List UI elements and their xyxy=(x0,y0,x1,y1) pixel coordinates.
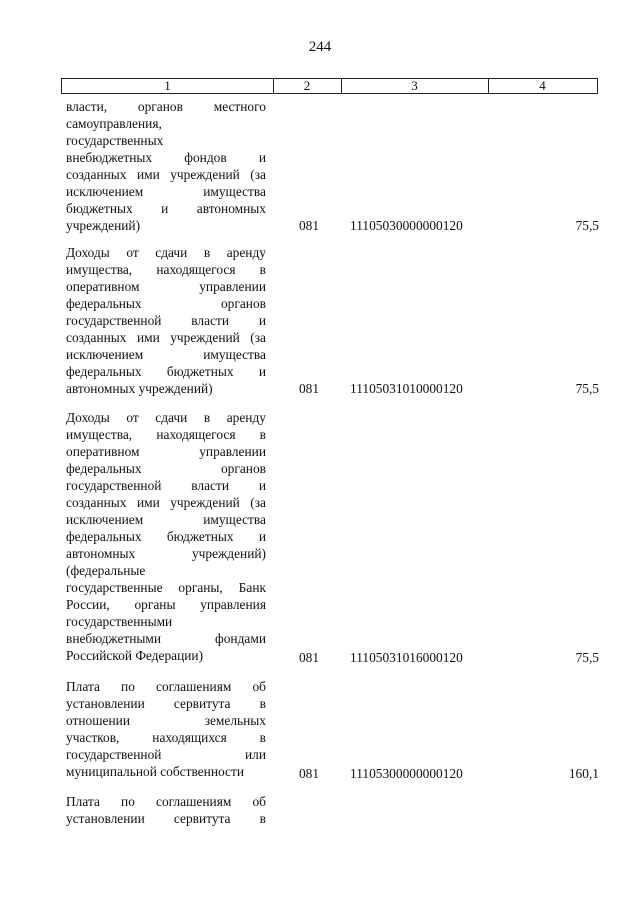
description-line: участков, находящихся в xyxy=(66,730,266,745)
amount: 160,1 xyxy=(568,766,599,781)
description-line: федеральных органов xyxy=(66,461,266,476)
description-line: государственные органы, Банк xyxy=(66,580,266,595)
description-line: Плата по соглашениям об xyxy=(66,679,266,694)
description-line: федеральных органов xyxy=(66,296,266,311)
description-line: бюджетных и автономных xyxy=(66,201,266,216)
description-line: самоуправления, xyxy=(66,116,162,131)
description-line: имущества, находящегося в xyxy=(66,427,266,442)
description-line: федеральных бюджетных и xyxy=(66,364,266,379)
description-line: имущества, находящегося в xyxy=(66,262,266,277)
row-description xyxy=(66,409,266,664)
description-line: внебюджетными фондами xyxy=(66,631,266,646)
description-line: оперативном управлении xyxy=(66,444,266,459)
table-header-col-2: 2 xyxy=(273,79,342,93)
admin-code: 081 xyxy=(298,381,320,396)
row-description xyxy=(66,678,266,780)
budget-code: 11105031010000120 xyxy=(350,381,463,396)
description-line: исключением имущества xyxy=(66,512,266,527)
description-line: созданных ими учреждений (за xyxy=(66,167,266,182)
description-line: автономных учреждений) xyxy=(66,546,266,561)
description-line: внебюджетных фондов и xyxy=(66,150,266,165)
description-line: исключением имущества xyxy=(66,347,266,362)
budget-code: 11105300000000120 xyxy=(350,766,463,781)
description-line: Российской Федерации) xyxy=(66,648,204,663)
description-line: созданных ими учреждений (за xyxy=(66,495,266,510)
row-description xyxy=(66,793,266,827)
description-line: учреждений) xyxy=(66,218,141,233)
description-line: отношении земельных xyxy=(66,713,266,728)
admin-code: 081 xyxy=(298,766,320,781)
description-line: Доходы от сдачи в аренду xyxy=(66,245,266,260)
description-line: Доходы от сдачи в аренду xyxy=(66,410,266,425)
description-line: оперативном управлении xyxy=(66,279,266,294)
admin-code: 081 xyxy=(298,650,320,665)
table-header-col-4: 4 xyxy=(539,78,546,93)
description-line: (федеральные xyxy=(66,563,146,578)
description-line: государственными xyxy=(66,614,173,629)
description-line: установлении сервитута в xyxy=(66,696,266,711)
description-line: муниципальной собственности xyxy=(66,764,244,779)
amount: 75,5 xyxy=(575,218,599,233)
description-line: исключением имущества xyxy=(66,184,266,199)
table-header xyxy=(61,78,598,94)
page-number: 244 xyxy=(308,39,332,55)
table-header-col-1: 1 xyxy=(62,79,274,93)
description-line: государственных xyxy=(66,133,164,148)
budget-code: 11105030000000120 xyxy=(350,218,463,233)
description-line: государственной власти и xyxy=(66,478,266,493)
description-line: государственной власти и xyxy=(66,313,266,328)
table-header-col-3: 3 xyxy=(341,79,489,93)
admin-code: 081 xyxy=(298,218,320,233)
description-line: автономных учреждений) xyxy=(66,381,213,396)
description-line: созданных ими учреждений (за xyxy=(66,330,266,345)
description-line: федеральных бюджетных и xyxy=(66,529,266,544)
description-line: установлении сервитута в xyxy=(66,811,266,826)
row-description xyxy=(66,244,266,397)
description-line: России, органы управления xyxy=(66,597,266,612)
row-description xyxy=(66,98,266,234)
description-line: власти, органов местного xyxy=(66,99,266,114)
description-line: государственной или xyxy=(66,747,266,762)
budget-code: 11105031016000120 xyxy=(350,650,463,665)
amount: 75,5 xyxy=(575,650,599,665)
amount: 75,5 xyxy=(575,381,599,396)
description-line: Плата по соглашениям об xyxy=(66,794,266,809)
